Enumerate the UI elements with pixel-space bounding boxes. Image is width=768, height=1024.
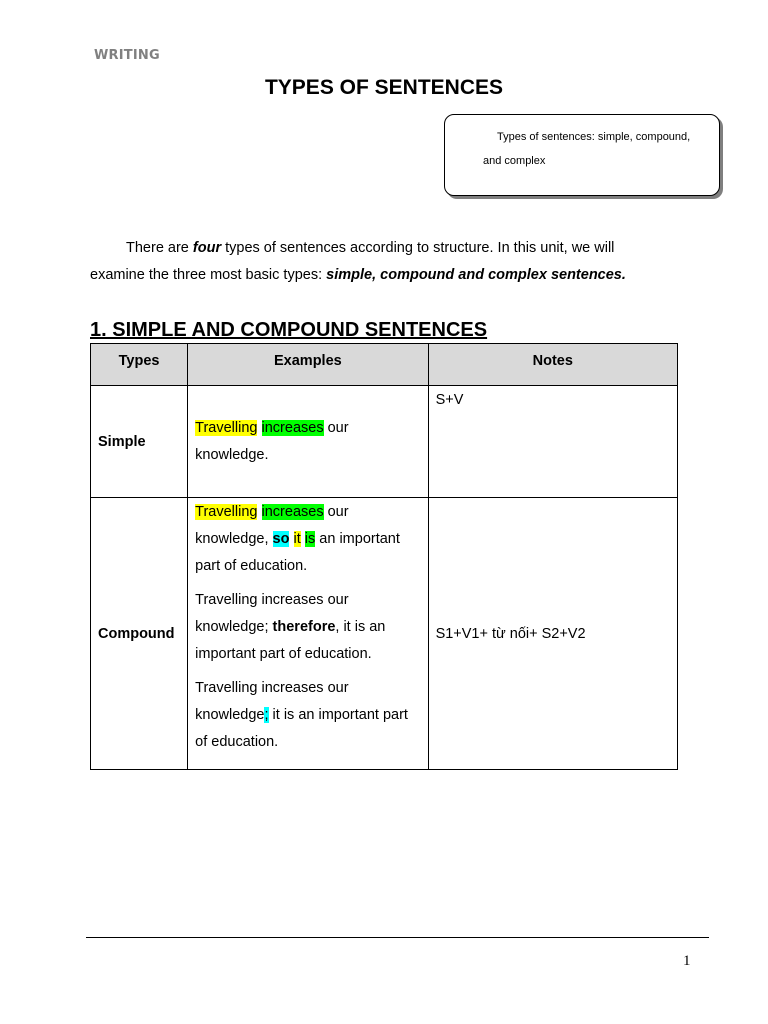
- example-cell-simple: Travelling increases our knowledge.: [188, 386, 428, 498]
- header-label: WRITING: [94, 48, 160, 63]
- table-row-simple: [91, 386, 678, 498]
- type-cell-simple: Simple: [91, 386, 188, 498]
- callout-text-line1: Types of sentences: simple, compound,: [497, 131, 691, 143]
- intro-paragraph: There are four types of sentences according to structure. In this unit, we will examine the three most basic types: simple, compound and complex sentences.: [90, 240, 626, 283]
- intro-emphasis-types: simple, compound and complex sentences.: [326, 267, 626, 283]
- sentence-types-table: [90, 343, 678, 770]
- compound-example-1: Travelling increases our knowledge, so it is an important part of education.: [195, 504, 400, 574]
- note-cell-simple: S+V: [428, 386, 677, 498]
- table-row-compound: [91, 498, 678, 770]
- header-types: Types: [91, 344, 188, 386]
- compound-example-3: Travelling increases our knowledge; it is an important part of education.: [195, 680, 408, 750]
- page-number: 1: [683, 953, 691, 969]
- note-cell-compound: S1+V1+ từ nối+ S2+V2: [428, 498, 677, 770]
- header-notes: Notes: [428, 344, 677, 386]
- callout-text-line2: and complex: [483, 155, 546, 167]
- table-header-row: [91, 344, 678, 386]
- footer-divider: [86, 937, 709, 938]
- intro-emphasis-four: four: [192, 240, 222, 256]
- type-cell-compound: Compound: [91, 498, 188, 770]
- document-title: TYPES OF SENTENCES: [264, 76, 504, 99]
- section-heading: 1. SIMPLE AND COMPOUND SENTENCES: [90, 319, 488, 341]
- example-cell-compound: [188, 498, 428, 770]
- compound-example-2: Travelling increases our knowledge; therefore, it is an important part of education.: [195, 592, 386, 662]
- callout-box: [444, 114, 720, 196]
- header-examples: Examples: [188, 344, 428, 386]
